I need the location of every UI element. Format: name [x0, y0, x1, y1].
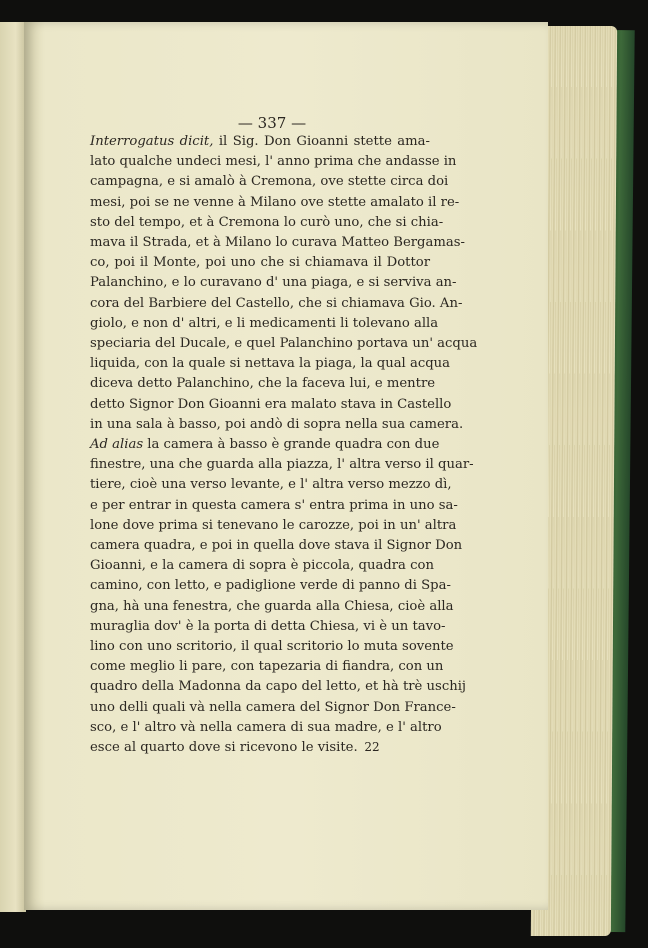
- text-line: co, poi il Monte, poi uno che si chiamava il Dottor: [90, 255, 430, 271]
- signature-mark: 22: [364, 740, 380, 754]
- page-body: [90, 132, 478, 758]
- text-line: lone dove prima si tenevano le carozze, poi in un' altra: [90, 517, 457, 533]
- text-line: lino con uno scritorio, il qual scritorio lo muta sovente: [90, 639, 454, 655]
- text-line: sto del tempo, et à Cremona lo curò uno, che si chia-: [90, 214, 444, 230]
- text-line: camera quadra, e poi in quella dove stava il Signor Don: [90, 538, 463, 554]
- page-number: — 337 —: [237, 114, 307, 132]
- paragraph-interrogatus: [90, 132, 478, 435]
- text-line: Gioanni, e la camera di sopra è piccola, quadra con: [90, 558, 434, 574]
- text-line: mava il Strada, et à Milano lo curava Matteo Bergamas-: [90, 235, 465, 251]
- text-line: come meglio li pare, con tapezaria di fiandra, con un: [90, 659, 444, 675]
- text-line: camino, con letto, e padiglione verde di panno di Spa-: [90, 578, 451, 594]
- text-line: quadro della Madonna da capo del letto, et hà trè uschij: [90, 679, 467, 695]
- text-line: muraglia dov' è la porta di detta Chiesa, vi è un tavo-: [90, 618, 446, 634]
- text-line: e per entrar in questa camera s' entra prima in uno sa-: [90, 497, 458, 513]
- text-line: Ad alias la camera à basso è grande quadra con due: [90, 437, 440, 453]
- text-line: tiere, cioè una verso levante, e l' altra verso mezzo dì,: [90, 477, 452, 493]
- text-line: in una sala à basso, poi andò di sopra nella sua camera.: [90, 416, 464, 432]
- text-line: diceva detto Palanchino, che la faceva lui, e mentre: [90, 376, 436, 392]
- text-line: speciaria del Ducale, e quel Palanchino portava un' acqua: [90, 336, 478, 352]
- text-line: Palanchino, e lo curavano d' una piaga, e si serviva an-: [90, 275, 457, 291]
- text-line: mesi, poi se ne venne à Milano ove stette amalato il re-: [90, 194, 460, 210]
- text-line: Interrogatus dicit, il Sig. Don Gioanni stette ama-: [90, 134, 430, 149]
- text-line: esce al quarto dove si ricevono le visite.: [90, 740, 358, 756]
- text-line: giolo, e non d' altri, e li medicamenti li tolevano alla: [90, 315, 439, 331]
- paragraph-ad-alias: [90, 435, 474, 758]
- text-line: lato qualche undeci mesi, l' anno prima che andasse in: [90, 154, 457, 170]
- italic-lead: Interrogatus dicit,: [90, 134, 214, 149]
- text-line: cora del Barbiere del Castello, che si chiamava Gio. An-: [90, 295, 463, 311]
- left-page-gutter: [0, 22, 26, 912]
- text-line: uno delli quali và nella camera del Signor Don France-: [90, 699, 456, 715]
- italic-lead: Ad alias: [90, 437, 144, 453]
- text-line: campagna, e si amalò à Cremona, ove stette circa doi: [90, 174, 449, 190]
- text-line: sco, e l' altro và nella camera di sua madre, e l' altro: [90, 719, 442, 735]
- text-line: gna, hà una fenestra, che guarda alla Chiesa, cioè alla: [90, 598, 454, 614]
- text-line: detto Signor Don Gioanni era malato stava in Castello: [90, 396, 452, 412]
- text-line: finestre, una che guarda alla piazza, l' altra verso il quar-: [90, 457, 474, 473]
- text-line: liquida, con la quale si nettava la piaga, la qual acqua: [90, 356, 451, 372]
